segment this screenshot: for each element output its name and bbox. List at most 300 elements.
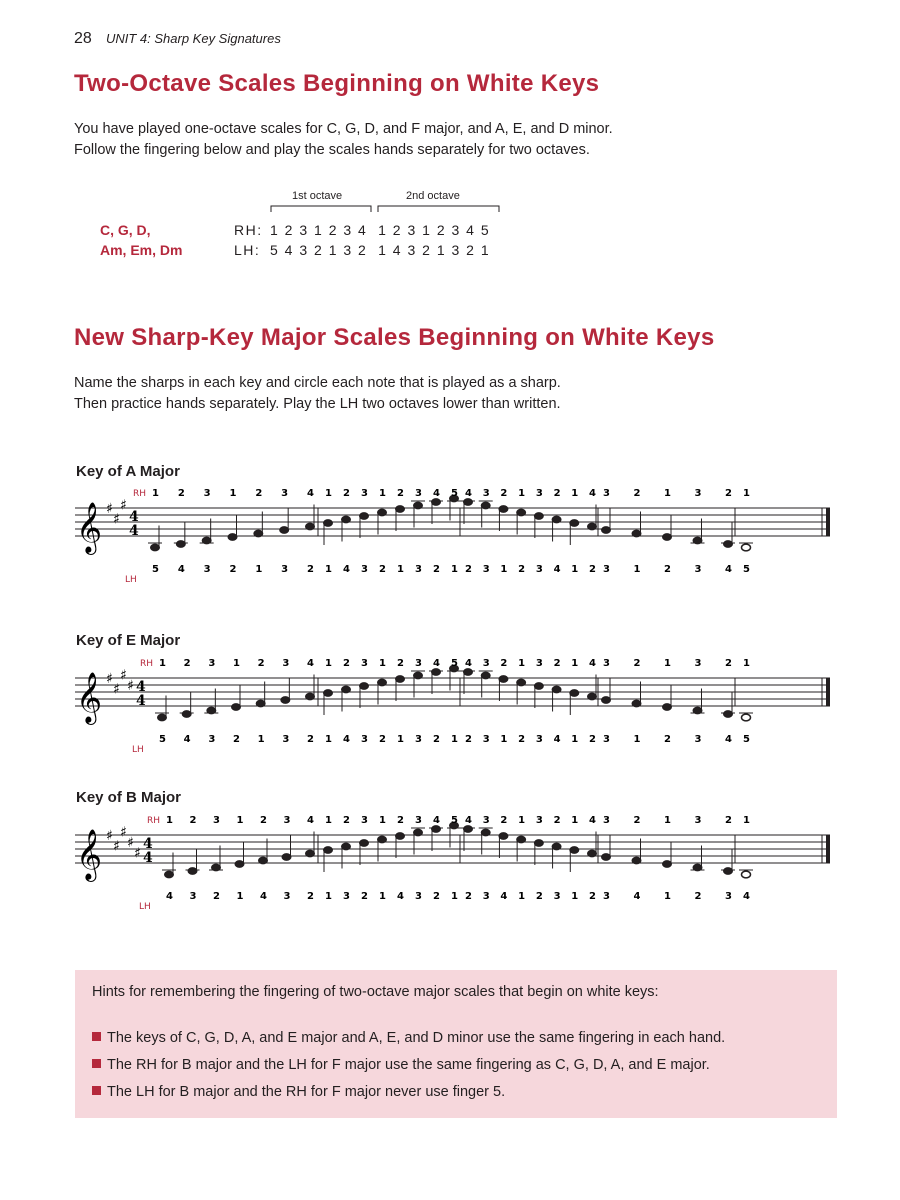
section1-paragraph <box>74 119 613 161</box>
note-head <box>742 871 751 878</box>
rh-finger-number: 5 <box>451 815 458 826</box>
lh-finger-number: 4 <box>260 891 267 902</box>
note-head <box>602 527 611 534</box>
hint-item <box>92 1030 725 1046</box>
lh-label: LH <box>139 902 151 912</box>
rh-finger-number: 5 <box>451 488 458 499</box>
scale-title-b: Key of B Major <box>76 789 182 806</box>
lh-finger-number: 2 <box>433 734 440 745</box>
rh-finger-number: 2 <box>633 658 641 669</box>
staff-e-major <box>70 656 840 756</box>
note-head <box>254 530 263 537</box>
note-head <box>306 693 315 700</box>
lh-label: LH: <box>234 242 261 258</box>
hint-text: The RH for B major and the LH for F major use the same fingering as C, G, D, A, and E major. <box>107 1057 710 1073</box>
rh-finger-number: 1 <box>571 488 579 499</box>
note-head <box>235 861 244 868</box>
note-head <box>306 523 315 530</box>
note-head <box>256 700 265 707</box>
rh-finger-number: 2 <box>343 488 350 499</box>
rh-finger-number: 1 <box>571 815 579 826</box>
rh-finger-number: 3 <box>482 815 490 826</box>
section1-para-line: Follow the fingering below and play the scales hands separately for two octaves. <box>74 142 590 158</box>
section1-para-line: You have played one-octave scales for C, G, D, and F major, and A, E, and D minor. <box>74 121 613 137</box>
note-head <box>282 854 291 861</box>
note-head <box>432 499 441 506</box>
rh-finger-number: 3 <box>482 658 490 669</box>
lh-finger-number: 3 <box>415 564 422 575</box>
note-head <box>342 516 351 523</box>
note-head <box>414 502 423 509</box>
lh-finger-number: 2 <box>233 734 240 745</box>
rh-finger-number: 4 <box>465 658 472 669</box>
rh-finger-number: 3 <box>603 815 610 826</box>
lh-finger-number: 1 <box>325 564 332 575</box>
lh-finger-number: 5 <box>743 564 750 575</box>
lh-finger-number: 1 <box>397 564 404 575</box>
rh-finger-number: 4 <box>433 488 440 499</box>
note-head <box>499 506 508 513</box>
lh-finger-number: 3 <box>343 891 350 902</box>
rh-finger-number: 3 <box>203 488 211 499</box>
rh-finger-number: 2 <box>725 488 732 499</box>
note-head <box>481 672 490 679</box>
note-head <box>188 868 197 875</box>
note-head <box>588 850 597 857</box>
lh-finger-number: 4 <box>725 734 732 745</box>
time-signature-top: 4 <box>129 509 139 525</box>
rh-finger-number: 3 <box>535 815 543 826</box>
rh-finger-number: 1 <box>166 815 173 826</box>
lh-finger-number: 3 <box>415 734 422 745</box>
lh-finger-number: 4 <box>183 734 191 745</box>
lh-finger-number: 2 <box>465 891 472 902</box>
lh-finger-number: 1 <box>633 734 641 745</box>
rh-finger-number: 1 <box>152 488 159 499</box>
note-head <box>588 523 597 530</box>
keys-line-2: Am, Em, Dm <box>100 242 183 258</box>
lh-finger-number: 3 <box>482 891 490 902</box>
note-head <box>663 861 672 868</box>
rh-finger-number: 1 <box>571 658 579 669</box>
lh-finger-number: 3 <box>603 564 610 575</box>
lh-finger-number: 2 <box>307 564 314 575</box>
note-head <box>414 672 423 679</box>
lh-finger-number: 2 <box>361 891 368 902</box>
rh-finger-number: 2 <box>725 815 732 826</box>
treble-clef-icon: 𝄞 <box>76 502 103 553</box>
note-head <box>552 516 561 523</box>
rh-finger-number: 4 <box>589 815 596 826</box>
treble-clef-icon: 𝄞 <box>76 672 103 723</box>
note-head <box>396 833 405 840</box>
note-head <box>499 676 508 683</box>
rh-finger-number: 4 <box>433 815 440 826</box>
rh-finger-number: 1 <box>325 815 332 826</box>
rh-finger-number: 2 <box>183 658 191 669</box>
note-head <box>534 683 543 690</box>
lh-finger-number: 1 <box>500 564 508 575</box>
lh-finger-number: 3 <box>694 734 702 745</box>
final-barline-thick <box>826 835 830 863</box>
lh-finger-number: 3 <box>283 891 291 902</box>
rh-label: RH <box>147 816 161 826</box>
rh-finger-number: 1 <box>379 815 386 826</box>
rh-finger-number: 3 <box>282 658 290 669</box>
lh-finger-number: 1 <box>255 564 263 575</box>
hint-item <box>92 1084 505 1100</box>
lh-finger-number: 2 <box>379 564 386 575</box>
rh-finger-number: 4 <box>589 658 596 669</box>
note-head <box>360 513 369 520</box>
scale-title-a: Key of A Major <box>76 463 180 480</box>
note-head <box>632 700 641 707</box>
lh-finger-number: 3 <box>208 734 216 745</box>
rh-finger-number: 1 <box>518 815 526 826</box>
page-number: 28 <box>74 30 92 47</box>
note-head <box>588 693 597 700</box>
rh-finger-number: 3 <box>415 488 422 499</box>
lh-finger-number: 3 <box>553 891 561 902</box>
rh-finger-number: 2 <box>553 815 561 826</box>
rh-finger-number: 2 <box>553 658 561 669</box>
rh-finger-number: 3 <box>603 658 610 669</box>
lh-finger-number: 1 <box>664 891 671 902</box>
lh-finger-number: 1 <box>451 734 458 745</box>
lh-label: LH <box>132 745 144 755</box>
rh-finger-number: 2 <box>500 815 508 826</box>
note-head <box>464 669 473 676</box>
lh-fingering: 5 4 3 2 1 3 2 1 4 3 2 1 3 2 1 <box>270 242 491 258</box>
lh-finger-number: 2 <box>307 734 314 745</box>
note-head <box>534 840 543 847</box>
unit-title: UNIT 4: Sharp Key Signatures <box>105 31 281 46</box>
note-head <box>176 541 185 548</box>
lh-finger-number: 4 <box>177 564 185 575</box>
lh-finger-number: 2 <box>433 564 440 575</box>
lh-finger-number: 4 <box>343 734 350 745</box>
note-head <box>324 690 333 697</box>
rh-label: RH <box>133 489 147 499</box>
lh-finger-number: 4 <box>553 734 561 745</box>
lh-finger-number: 3 <box>415 891 422 902</box>
rh-finger-number: 2 <box>343 815 350 826</box>
rh-finger-number: 1 <box>664 658 671 669</box>
note-head <box>517 836 526 843</box>
rh-finger-number: 2 <box>257 658 265 669</box>
note-head <box>464 499 473 506</box>
hint-item <box>92 1057 710 1073</box>
note-head <box>182 711 191 718</box>
rh-finger-number: 5 <box>451 658 458 669</box>
bullet-icon <box>92 1032 101 1041</box>
note-head <box>534 513 543 520</box>
lh-finger-number: 1 <box>325 734 332 745</box>
note-head <box>360 840 369 847</box>
note-head <box>342 843 351 850</box>
lh-finger-number: 3 <box>189 891 197 902</box>
note-head <box>280 527 289 534</box>
rh-finger-number: 1 <box>518 658 526 669</box>
note-head <box>552 843 561 850</box>
lh-finger-number: 2 <box>589 564 596 575</box>
rh-finger-number: 2 <box>725 658 732 669</box>
rh-finger-number: 4 <box>307 488 314 499</box>
octave-label-2: 2nd octave <box>406 190 460 202</box>
lh-finger-number: 4 <box>553 564 561 575</box>
lh-finger-number: 1 <box>451 891 458 902</box>
lh-finger-number: 2 <box>433 891 440 902</box>
note-head <box>742 544 751 551</box>
rh-finger-number: 3 <box>603 488 610 499</box>
lh-finger-number: 3 <box>603 734 610 745</box>
lh-finger-number: 1 <box>236 891 244 902</box>
rh-finger-number: 3 <box>361 815 368 826</box>
rh-finger-number: 2 <box>500 488 508 499</box>
rh-finger-number: 2 <box>343 658 350 669</box>
rh-finger-number: 3 <box>415 815 422 826</box>
lh-finger-number: 2 <box>694 891 702 902</box>
rh-finger-number: 2 <box>397 658 404 669</box>
note-head <box>432 669 441 676</box>
note-head <box>499 833 508 840</box>
rh-finger-number: 1 <box>325 658 332 669</box>
rh-finger-number: 2 <box>633 815 641 826</box>
lh-finger-number: 3 <box>535 564 543 575</box>
section2-paragraph <box>74 373 561 415</box>
sharp-icon: ♯ <box>120 497 127 514</box>
lh-finger-number: 2 <box>518 564 526 575</box>
bullet-icon <box>92 1059 101 1068</box>
rh-label: RH <box>140 659 154 669</box>
lh-finger-number: 3 <box>725 891 732 902</box>
note-head <box>517 509 526 516</box>
lh-finger-number: 5 <box>159 734 166 745</box>
lh-finger-number: 3 <box>361 564 368 575</box>
note-head <box>570 520 579 527</box>
lh-finger-number: 5 <box>743 734 750 745</box>
lh-finger-number: 1 <box>500 734 508 745</box>
lh-finger-number: 3 <box>203 564 211 575</box>
note-head <box>742 714 751 721</box>
note-head <box>306 850 315 857</box>
note-head <box>342 686 351 693</box>
lh-finger-number: 4 <box>500 891 508 902</box>
sharp-icon: ♯ <box>127 678 134 694</box>
rh-finger-number: 2 <box>189 815 197 826</box>
rh-finger-number: 2 <box>633 488 641 499</box>
lh-finger-number: 1 <box>257 734 265 745</box>
rh-finger-number: 1 <box>743 658 750 669</box>
rh-finger-number: 3 <box>361 488 368 499</box>
lh-finger-number: 4 <box>166 891 173 902</box>
lh-finger-number: 4 <box>397 891 404 902</box>
lh-finger-number: 3 <box>603 891 610 902</box>
rh-finger-number: 2 <box>397 488 404 499</box>
note-head <box>228 534 237 541</box>
note-head <box>570 690 579 697</box>
lh-finger-number: 3 <box>535 734 543 745</box>
lh-finger-number: 3 <box>281 564 289 575</box>
section2-title: New Sharp-Key Major Scales Beginning on White Keys <box>74 324 715 351</box>
sharp-icon: ♯ <box>113 838 120 855</box>
rh-finger-number: 4 <box>307 815 314 826</box>
rh-finger-number: 2 <box>177 488 185 499</box>
rh-finger-number: 1 <box>159 658 166 669</box>
hint-text: The keys of C, G, D, A, and E major and A, E, and D minor use the same fingering in each hand. <box>107 1030 726 1046</box>
time-signature-bottom: 4 <box>143 850 153 866</box>
lh-finger-number: 2 <box>664 564 671 575</box>
rh-label: RH: <box>234 222 263 238</box>
staff-a-major <box>70 486 840 586</box>
lh-finger-number: 3 <box>482 734 490 745</box>
rh-finger-number: 3 <box>283 815 291 826</box>
lh-finger-number: 4 <box>633 891 641 902</box>
lh-finger-number: 2 <box>465 734 472 745</box>
sharp-icon: ♯ <box>120 667 127 684</box>
note-head <box>481 829 490 836</box>
lh-finger-number: 3 <box>361 734 368 745</box>
note-head <box>378 679 387 686</box>
rh-finger-number: 4 <box>465 488 472 499</box>
rh-finger-number: 4 <box>589 488 596 499</box>
lh-finger-number: 1 <box>451 564 458 575</box>
note-head <box>324 847 333 854</box>
section2-para-line: Then practice hands separately. Play the LH two octaves lower than written. <box>74 396 561 412</box>
lh-finger-number: 2 <box>465 564 472 575</box>
note-head <box>281 697 290 704</box>
rh-finger-number: 3 <box>208 658 216 669</box>
lh-finger-number: 2 <box>213 891 220 902</box>
rh-finger-number: 3 <box>535 488 543 499</box>
rh-finger-number: 4 <box>307 658 314 669</box>
sharp-icon: ♯ <box>120 824 127 841</box>
hint-text: The LH for B major and the RH for F major never use finger 5. <box>107 1084 506 1100</box>
keys-line-1: C, G, D, <box>100 222 151 238</box>
staff-b-major <box>70 813 840 913</box>
lh-finger-number: 3 <box>482 564 490 575</box>
lh-finger-number: 2 <box>535 891 543 902</box>
lh-finger-number: 2 <box>664 734 671 745</box>
time-signature-bottom: 4 <box>136 693 146 709</box>
rh-finger-number: 2 <box>553 488 561 499</box>
note-head <box>602 697 611 704</box>
lh-finger-number: 2 <box>589 734 596 745</box>
rh-fingering: 1 2 3 1 2 3 4 1 2 3 1 2 3 4 5 <box>270 222 491 238</box>
page-header <box>74 30 281 48</box>
lh-finger-number: 4 <box>343 564 350 575</box>
note-head <box>259 857 268 864</box>
lh-finger-number: 2 <box>518 734 526 745</box>
sharp-icon: ♯ <box>106 671 113 687</box>
rh-finger-number: 2 <box>260 815 267 826</box>
note-head <box>432 826 441 833</box>
rh-finger-number: 1 <box>325 488 332 499</box>
note-head <box>324 520 333 527</box>
rh-finger-number: 2 <box>255 488 263 499</box>
note-head <box>724 541 733 548</box>
rh-finger-number: 3 <box>281 488 289 499</box>
rh-finger-number: 4 <box>433 658 440 669</box>
rh-finger-number: 2 <box>397 815 404 826</box>
lh-label: LH <box>125 575 137 585</box>
rh-finger-number: 1 <box>229 488 237 499</box>
rh-finger-number: 3 <box>535 658 543 669</box>
note-head <box>663 704 672 711</box>
rh-finger-number: 1 <box>379 658 386 669</box>
lh-finger-number: 1 <box>518 891 526 902</box>
note-head <box>414 829 423 836</box>
time-signature-top: 4 <box>143 836 153 852</box>
lh-finger-number: 1 <box>379 891 386 902</box>
octave-label-1: 1st octave <box>292 190 343 202</box>
lh-finger-number: 5 <box>152 564 159 575</box>
rh-finger-number: 1 <box>664 488 671 499</box>
lh-finger-number: 4 <box>725 564 732 575</box>
lh-finger-number: 2 <box>229 564 237 575</box>
rh-finger-number: 3 <box>415 658 422 669</box>
note-head <box>724 711 733 718</box>
note-head <box>464 826 473 833</box>
final-barline-thick <box>826 678 830 706</box>
lh-finger-number: 2 <box>307 891 314 902</box>
note-head <box>602 854 611 861</box>
sharp-icon: ♯ <box>106 501 113 517</box>
rh-finger-number: 4 <box>465 815 472 826</box>
note-head <box>378 836 387 843</box>
sharp-icon: ♯ <box>106 828 113 844</box>
section1-title: Two-Octave Scales Beginning on White Keys <box>74 70 600 97</box>
lh-finger-number: 1 <box>633 564 641 575</box>
fingering-table <box>0 186 900 266</box>
lh-finger-number: 1 <box>571 564 579 575</box>
note-head <box>552 686 561 693</box>
time-signature-bottom: 4 <box>129 523 139 539</box>
sharp-icon: ♯ <box>134 845 141 862</box>
rh-finger-number: 1 <box>664 815 671 826</box>
rh-finger-number: 3 <box>694 815 702 826</box>
sharp-icon: ♯ <box>113 681 120 698</box>
hints-box <box>75 970 837 1118</box>
lh-finger-number: 1 <box>397 734 404 745</box>
sharp-icon: ♯ <box>127 835 134 851</box>
note-head <box>396 676 405 683</box>
note-head <box>151 544 160 551</box>
note-head <box>158 714 167 721</box>
rh-finger-number: 1 <box>518 488 526 499</box>
lh-finger-number: 3 <box>282 734 290 745</box>
section2-para-line: Name the sharps in each key and circle each note that is played as a sharp. <box>74 375 561 391</box>
lh-finger-number: 1 <box>571 734 579 745</box>
note-head <box>632 857 641 864</box>
note-head <box>481 502 490 509</box>
note-head <box>396 506 405 513</box>
rh-finger-number: 1 <box>233 658 240 669</box>
note-head <box>663 534 672 541</box>
rh-finger-number: 1 <box>236 815 244 826</box>
lh-finger-number: 2 <box>379 734 386 745</box>
rh-finger-number: 3 <box>213 815 220 826</box>
lh-finger-number: 4 <box>743 891 750 902</box>
rh-finger-number: 1 <box>379 488 386 499</box>
lh-finger-number: 1 <box>571 891 579 902</box>
bullet-icon <box>92 1086 101 1095</box>
note-head <box>378 509 387 516</box>
rh-finger-number: 1 <box>743 815 750 826</box>
lh-finger-number: 2 <box>589 891 596 902</box>
treble-clef-icon: 𝄞 <box>76 829 103 880</box>
note-head <box>570 847 579 854</box>
